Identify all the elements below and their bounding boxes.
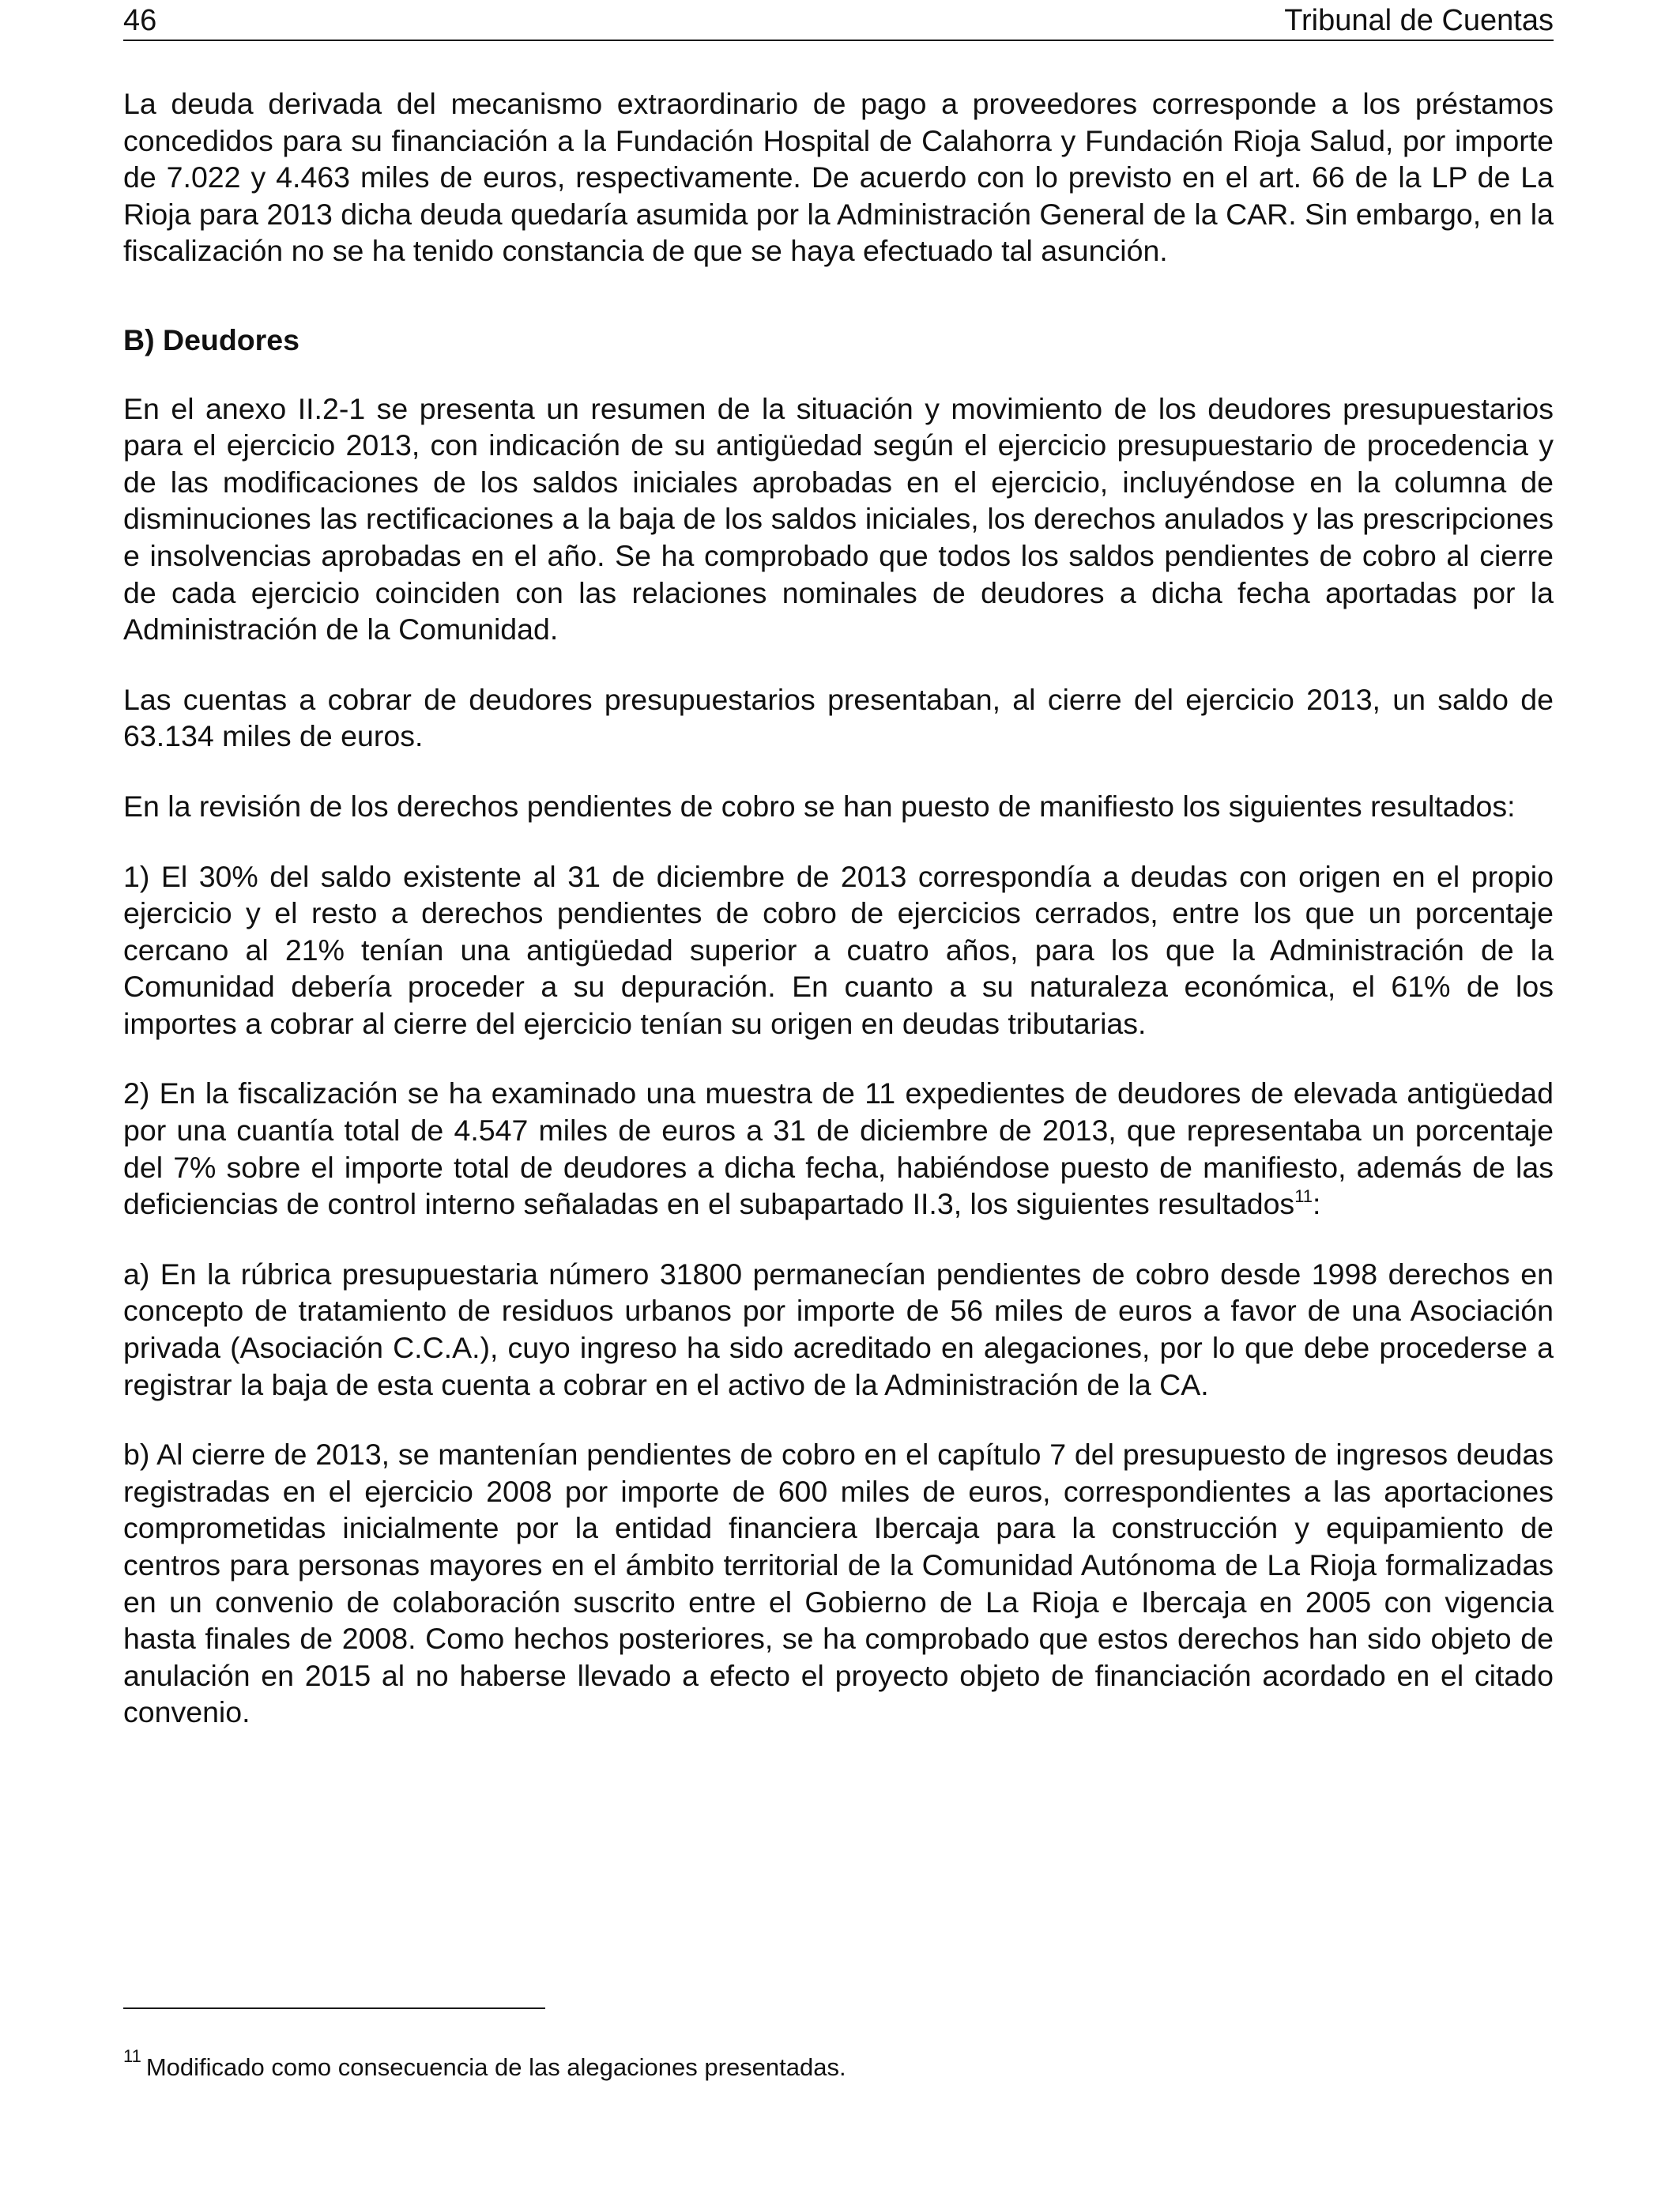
footnote-text: Modificado como consecuencia de las alegaciones presentadas. [145, 2053, 846, 2081]
point-2-end: : [1313, 1187, 1321, 1221]
paragraph-balance: Las cuentas a cobrar de deudores presupuestarios presentaban, al cierre del ejercicio 2013, un saldo de 63.134 miles de euros. [123, 682, 1554, 753]
point-a: a) En la rúbrica presupuestaria número 31800 permanecían pendientes de cobro desde 1998 derechos en concepto de tratamiento de residuos urbanos por importe de 56 miles de euros a favor de una Asociación privada (Asociación C.C.A.), cuyo ingreso ha sido acreditado en alegaciones, por lo que debe procederse a registrar la baja de esta cuenta a cobrar en el activo de la Administración de la CA. [123, 1257, 1554, 1401]
footnote-separator [123, 2007, 545, 2009]
page-number: 46 [123, 4, 157, 37]
point-1: 1) El 30% del saldo existente al 31 de diciembre de 2013 correspondía a deudas con origen en el propio ejercicio y el resto a derechos pendientes de cobro de ejercicios cerrados, entre los que un porcentaje cercano al 21% tenían una antigüedad superior a cuatro años, para los que la Administración de la Comunidad debería proceder a su depuración. En cuanto a su naturaleza económica, el 61% de los importes a cobrar al cierre del ejercicio tenían su origen en deudas tributarias. [123, 859, 1554, 1040]
document-page [123, 0, 1554, 2194]
footnote [123, 2045, 1554, 2083]
point-2-text: 2) En la fiscalización se ha examinado una muestra de 11 expedientes de deudores de elevada antigüedad por una cuantía total de 4.547 miles de euros a 31 de diciembre de 2013, que representaba un porcentaje del 7% sobre el importe total de deudores a dicha fecha, habiéndose puesto de manifiesto, además de las deficiencias de control interno señaladas en el subapartado II.3, los siguientes resultados [123, 1076, 1554, 1221]
header-title: Tribunal de Cuentas [1284, 4, 1554, 37]
point-b: b) Al cierre de 2013, se mantenían pendientes de cobro en el capítulo 7 del presupuesto de ingresos deudas registradas en el ejercicio 2008 por importe de 600 miles de euros, correspondientes a las aportaciones comprometidas inicialmente por la entidad financiera Ibercaja para la construcción y equipamiento de centros para personas mayores en el ámbito territorial de la Comunidad Autónoma de La Rioja formalizadas en un convenio de colaboración suscrito entre el Gobierno de La Rioja e Ibercaja en 2005 con vigencia hasta finales de 2008. Como hechos posteriores, se ha comprobado que estos derechos han sido objeto de anulación en 2015 al no haberse llevado a efecto el proyecto objeto de financiación acordado en el citado convenio. [123, 1438, 1554, 1729]
paragraph-intro: La deuda derivada del mecanismo extraordinario de pago a proveedores corresponde a los préstamos concedidos para su financiación a la Fundación Hospital de Calahorra y Fundación Rioja Salud, por importe de 7.022 y 4.463 miles de euros, respectivamente. De acuerdo con lo previsto en el art. 66 de la LP de La Rioja para 2013 dicha deuda quedaría asumida por la Administración General de la CAR. Sin embargo, en la fiscalización no se ha tenido constancia de que se haya efectuado tal asunción. [123, 87, 1554, 268]
footnote-number: 11 [123, 2045, 141, 2066]
footnote-reference[interactable]: 11 [1294, 1186, 1313, 1206]
running-header [123, 3, 1554, 41]
document-body [123, 85, 1554, 1764]
section-heading: B) Deudores [123, 322, 299, 356]
paragraph-review: En la revisión de los derechos pendientes de cobro se han puesto de manifiesto los siguientes resultados: [123, 789, 1516, 823]
paragraph-annex: En el anexo II.2-1 se presenta un resumen de la situación y movimiento de los deudores presupuestarios para el ejercicio 2013, con indicación de su antigüedad según el ejercicio presupuestario de procedencia y de las modificaciones de los saldos iniciales aprobadas en el ejercicio, incluyéndose en la columna de disminuciones las rectificaciones a la baja de los saldos iniciales, los derechos anulados y las prescripciones e insolvencias aprobadas en el año. Se ha comprobado que todos los saldos pendientes de cobro al cierre de cada ejercicio coinciden con las relaciones nominales de deudores a dicha fecha aportadas por la Administración de la Comunidad. [123, 391, 1554, 647]
point-2 [123, 1075, 1554, 1222]
